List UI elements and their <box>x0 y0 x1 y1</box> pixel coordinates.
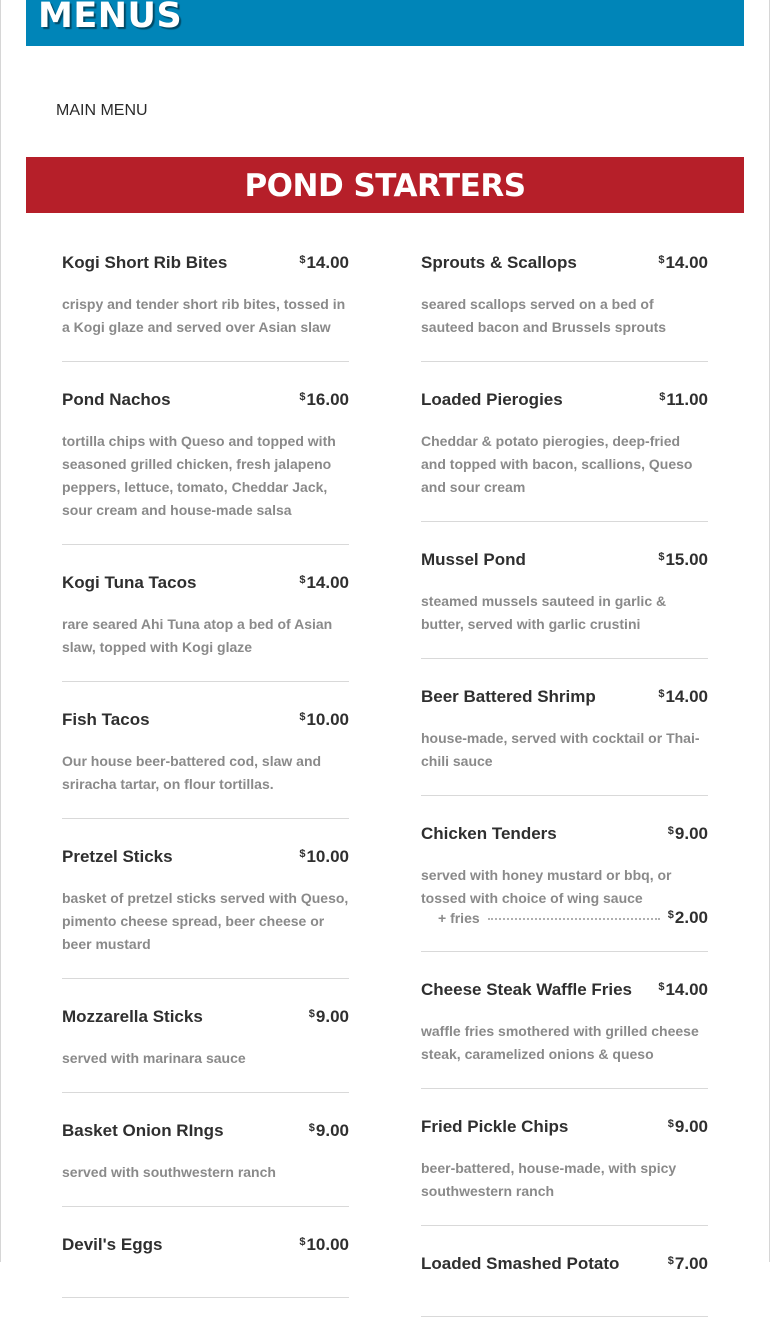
menu-item-description: served with marinara sauce <box>62 1050 246 1066</box>
main-menu-link[interactable]: MAIN MENU <box>56 102 148 119</box>
currency-symbol: $ <box>299 1236 306 1248</box>
menu-item-name: Basket Onion RIngs <box>62 1121 224 1140</box>
menu-item-price <box>658 687 708 707</box>
menu-item-header <box>421 1254 708 1274</box>
price-value: 16.00 <box>306 390 349 409</box>
menu-item <box>421 659 708 796</box>
menu-item-price <box>658 253 708 273</box>
menu-item-name: Kogi Short Rib Bites <box>62 253 228 272</box>
menu-item-price <box>658 980 708 1000</box>
price-value: 11.00 <box>666 390 708 409</box>
menu-item-header <box>62 1121 349 1141</box>
addon-label: + fries <box>438 910 480 926</box>
currency-symbol: $ <box>299 711 306 723</box>
price-value: 14.00 <box>306 573 349 592</box>
currency-symbol: $ <box>667 1255 674 1267</box>
menu-item-price <box>299 573 349 593</box>
menu-item-name: Devil's Eggs <box>62 1235 163 1254</box>
section-banner <box>26 157 744 213</box>
menu-item-price <box>658 550 708 570</box>
price-value: 14.00 <box>665 687 708 706</box>
price-value: 10.00 <box>306 847 349 866</box>
menu-item <box>421 952 708 1089</box>
menu-item-name: Sprouts & Scallops <box>421 253 577 272</box>
section-title: POND STARTERS <box>244 168 526 204</box>
menu-item-description: served with honey mustard or bbq, or tossed with choice of wing sauce <box>421 867 672 906</box>
menu-item <box>62 682 349 819</box>
currency-symbol: $ <box>667 1118 674 1130</box>
menu-item-price <box>299 1235 349 1255</box>
menu-item-header <box>421 980 708 1000</box>
menu-item-header <box>62 573 349 593</box>
menu-column-left <box>62 225 349 1298</box>
menu-item-price <box>299 253 349 273</box>
menu-item-description: seared scallops served on a bed of sauteed bacon and Brussels sprouts <box>421 296 667 335</box>
menu-item-price <box>299 710 349 730</box>
menu-item-header <box>421 550 708 570</box>
currency-symbol: $ <box>667 825 674 837</box>
menu-item-name: Mussel Pond <box>421 550 526 569</box>
addon-price <box>668 908 708 928</box>
price-value: 10.00 <box>306 1235 349 1254</box>
menu-item-name: Pretzel Sticks <box>62 847 173 866</box>
menu-item-name: Fish Tacos <box>62 710 150 729</box>
menu-item-price <box>299 847 349 867</box>
menu-item-header <box>421 390 708 410</box>
menu-item-header <box>421 1117 708 1137</box>
menu-item-price <box>299 390 349 410</box>
price-value: 9.00 <box>674 1117 708 1136</box>
menu-item-description: rare seared Ahi Tuna atop a bed of Asian slaw, topped with Kogi glaze <box>62 616 333 655</box>
currency-symbol: $ <box>667 909 674 921</box>
menu-item <box>62 362 349 545</box>
menu-item-header <box>62 1007 349 1027</box>
menus-header-banner <box>26 0 744 46</box>
menu-item-description: crispy and tender short rib bites, tossed in a Kogi glaze and served over Asian slaw <box>62 296 346 335</box>
currency-symbol: $ <box>308 1008 315 1020</box>
currency-symbol: $ <box>658 981 665 993</box>
menu-item <box>62 1207 349 1298</box>
menu-item-header <box>62 710 349 730</box>
menu-item-description: waffle fries smothered with grilled cheese steak, caramelized onions & queso <box>421 1023 699 1062</box>
price-value: 9.00 <box>315 1007 349 1026</box>
menu-item <box>421 1089 708 1226</box>
menu-item <box>421 796 708 952</box>
menu-item <box>62 819 349 979</box>
menu-item-price <box>668 1117 708 1137</box>
menu-item <box>62 545 349 682</box>
menu-item-header <box>421 824 708 844</box>
menu-item-name: Pond Nachos <box>62 390 171 409</box>
menu-item-price <box>309 1121 349 1141</box>
price-value: 15.00 <box>665 550 708 569</box>
menu-item-header <box>62 390 349 410</box>
menu-item <box>421 225 708 362</box>
menu-item-description: basket of pretzel sticks served with Queso, pimento cheese spread, beer cheese or beer mustard <box>62 890 349 952</box>
currency-symbol: $ <box>308 1122 315 1134</box>
price-value: 9.00 <box>674 824 708 843</box>
menu-item-price <box>659 390 708 410</box>
currency-symbol: $ <box>658 551 665 563</box>
currency-symbol: $ <box>299 254 306 266</box>
menu-item-name: Chicken Tenders <box>421 824 557 843</box>
menu-item-header <box>421 253 708 273</box>
menu-item <box>62 1093 349 1207</box>
currency-symbol: $ <box>299 574 306 586</box>
menu-item <box>421 1226 708 1317</box>
menu-item-name: Cheese Steak Waffle Fries <box>421 980 633 999</box>
currency-symbol: $ <box>658 688 665 700</box>
menu-item-header <box>62 1235 349 1255</box>
menu-item-name: Fried Pickle Chips <box>421 1117 569 1136</box>
menu-item-header <box>62 253 349 273</box>
currency-symbol: $ <box>299 848 306 860</box>
menu-item-price <box>668 824 708 844</box>
menu-item-name: Kogi Tuna Tacos <box>62 573 197 592</box>
price-value: 9.00 <box>315 1121 349 1140</box>
menu-item-description: tortilla chips with Queso and topped with seasoned grilled chicken, fresh jalapeno peppers, lettuce, tomato, Cheddar Jack, sour cream and house-made salsa <box>62 433 336 518</box>
menu-item <box>62 979 349 1093</box>
menu-item-name: Loaded Smashed Potato <box>421 1254 620 1273</box>
menu-item-header <box>62 847 349 867</box>
menu-item-price <box>668 1254 708 1274</box>
currency-symbol: $ <box>299 391 306 403</box>
menu-item-description: house-made, served with cocktail or Thai-chili sauce <box>421 730 700 769</box>
price-value: 14.00 <box>665 253 708 272</box>
menu-item-header <box>421 687 708 707</box>
menu-item-description: beer-battered, house-made, with spicy southwestern ranch <box>421 1160 677 1199</box>
menu-item-name: Mozzarella Sticks <box>62 1007 203 1026</box>
menu-item-price <box>309 1007 349 1027</box>
price-value: 2.00 <box>674 908 708 927</box>
currency-symbol: $ <box>658 254 665 266</box>
dot-leader <box>488 918 660 920</box>
price-value: 10.00 <box>306 710 349 729</box>
currency-symbol: $ <box>659 391 666 403</box>
page-title: MENUS <box>38 0 183 36</box>
menu-column-right <box>421 225 708 1317</box>
menu-item <box>62 225 349 362</box>
menu-item <box>421 362 708 522</box>
price-value: 7.00 <box>674 1254 708 1273</box>
menu-item-description: Our house beer-battered cod, slaw and sriracha tartar, on flour tortillas. <box>62 753 322 792</box>
price-value: 14.00 <box>306 253 349 272</box>
menu-item-name: Loaded Pierogies <box>421 390 563 409</box>
price-value: 14.00 <box>665 980 708 999</box>
menu-item-name: Beer Battered Shrimp <box>421 687 596 706</box>
menu-item-addon <box>421 908 708 929</box>
menu-item-description: served with southwestern ranch <box>62 1164 276 1180</box>
menu-item-description: Cheddar & potato pierogies, deep-fried and topped with bacon, scallions, Queso and sour cream <box>421 433 693 495</box>
menu-item-description: steamed mussels sauteed in garlic & butter, served with garlic crustini <box>421 593 667 632</box>
menu-item <box>421 522 708 659</box>
